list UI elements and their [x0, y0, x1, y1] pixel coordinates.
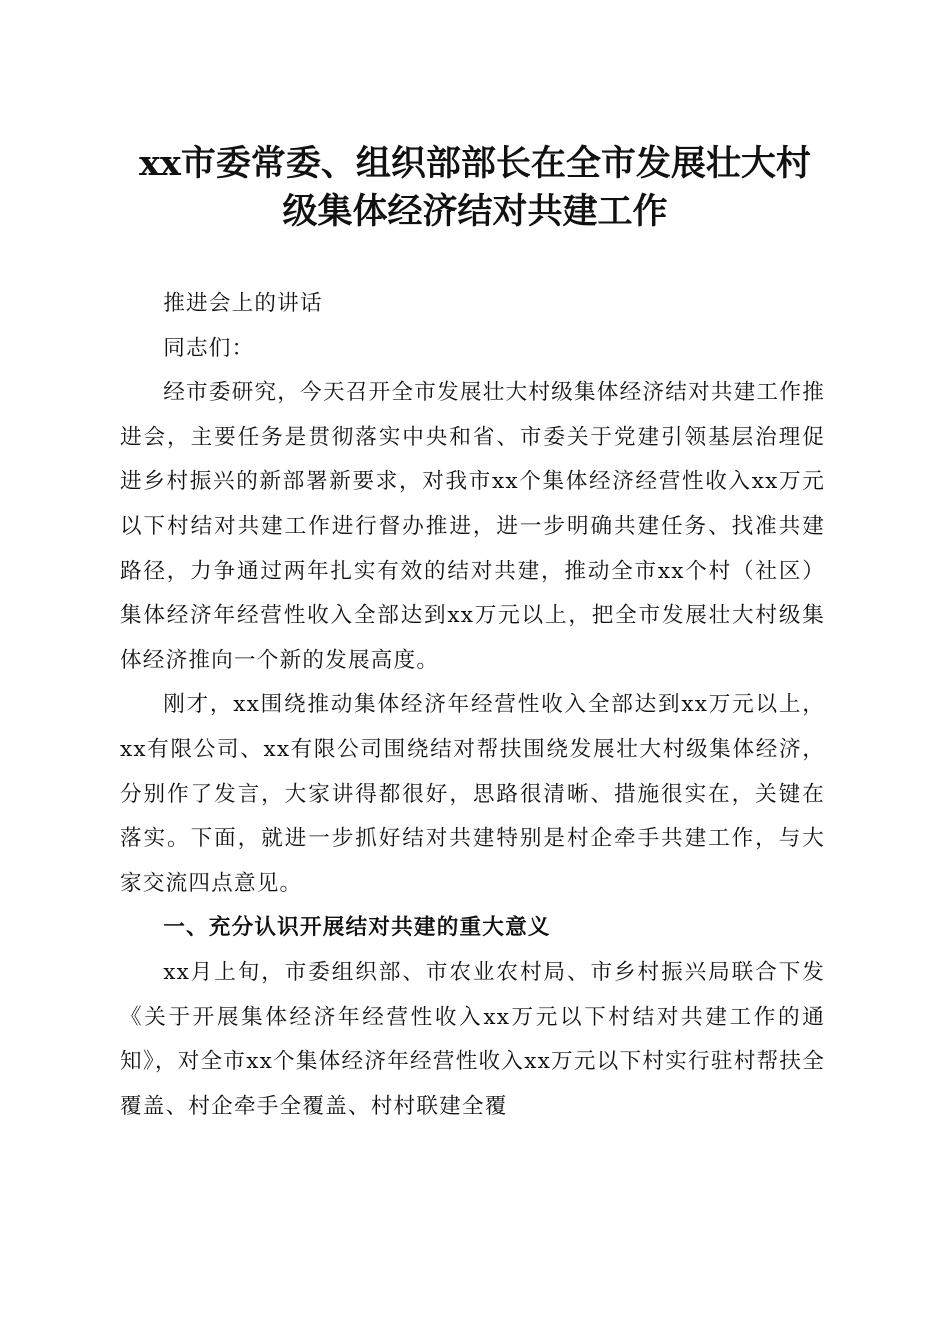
salutation: 同志们：: [163, 335, 255, 361]
section-paragraph-1: xx月上旬，市委组织部、市农业农村局、市乡村振兴局联合下发《关于开展集体经济年经营性收入xx万元以下村结对共建工作的通知》，对全市xx个集体经济年经营性收入xx万元以下村实行驻村帮扶全覆盖、村企牵手全覆盖、村村联建全覆: [120, 959, 825, 1119]
title-line-2: 级集体经济结对共建工作: [282, 191, 668, 232]
paragraph-intro: 经市委研究，今天召开全市发展壮大村级集体经济结对共建工作推进会，主要任务是贯彻落实中央和省、市委关于党建引领基层治理促进乡村振兴的新部署新要求，对我市xx个集体经济经营性收入xx万元以下村结对共建工作进行督办推进，进一步明确共建任务、找准共建路径，力争通过两年扎实有效的结对共建，推动全市xx个村（社区）集体经济年经营性收入全部达到xx万元以上，把全市发展壮大村级集体经济推向一个新的发展高度。: [120, 380, 825, 673]
subtitle: 推进会上的讲话: [163, 291, 323, 316]
document-body: [120, 282, 825, 1129]
paragraph-summary: 刚才，xx围绕推动集体经济年经营性收入全部达到xx万元以上，xx有限公司、xx有限公司围绕结对帮扶围绕发展壮大村级集体经济，分别作了发言，大家讲得都很好，思路很清晰、措施很实在，关键在落实。下面，就进一步抓好结对共建特别是村企牵手共建工作，与大家交流四点意见。: [120, 692, 825, 896]
section-heading-1: 一、充分认识开展结对共建的重大意义: [163, 915, 551, 941]
document-title: [100, 140, 850, 236]
title-line-1: xx市委常委、组织部部长在全市发展壮大村: [139, 143, 811, 184]
